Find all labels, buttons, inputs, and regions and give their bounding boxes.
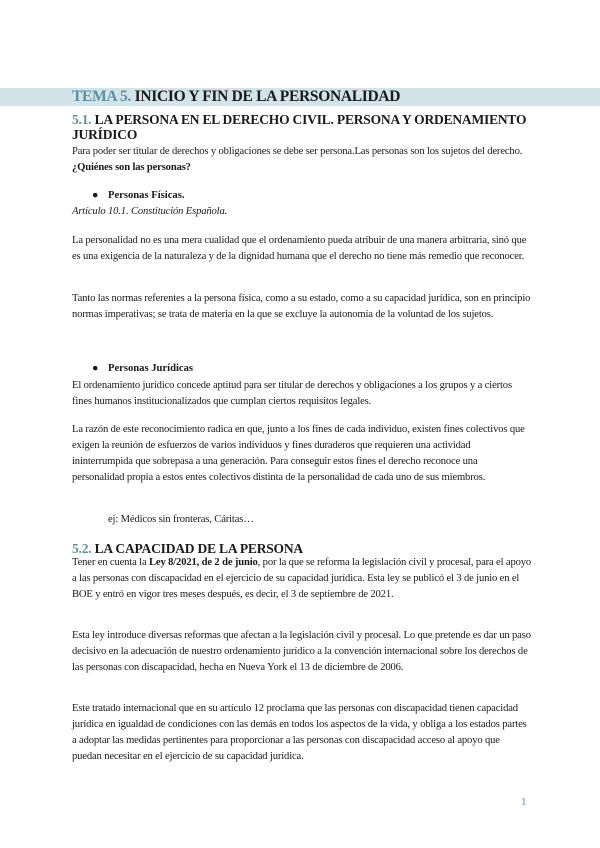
example-line: ej: Médicos sin fronteras, Cáritas… bbox=[108, 514, 254, 525]
paragraph bbox=[72, 555, 532, 603]
section-2-heading bbox=[72, 541, 532, 556]
section-1-number: 5.1. bbox=[72, 112, 92, 127]
bullet-dot-icon: ● bbox=[92, 363, 99, 374]
intro-question: ¿Quiénes son las personas? bbox=[72, 162, 191, 173]
paragraph: Esta ley introduce diversas reformas que afectan a la legislación civil y procesal. Lo que pretende es dar un paso decisivo en la adecuación de nuestro ordenamiento jurídico a la convención internacional sobre los derechos de las personas con discapacidad, hecha en Nueva York el 13 de diciembre de 2006. bbox=[72, 630, 531, 673]
title-text: INICIO Y FIN DE LA PERSONALIDAD bbox=[131, 88, 401, 105]
section-1-heading bbox=[72, 112, 532, 142]
section-1-title: LA PERSONA EN EL DERECHO CIVIL. PERSONA Y ORDENAMIENTO JURÍDICO bbox=[72, 112, 527, 142]
article-reference: Artículo 10.1. Constitución Española. bbox=[72, 206, 228, 217]
text-run: , por la que se reforma la legislación civil y procesal, para el apoyo a las personas con discapacidad en el ejercicio de su capacidad jurídica. Esta ley se publicó el 3 de junio en el BOE y entró en vigor tres meses después, es decir, el 3 de septiembre de 2021. bbox=[72, 557, 532, 600]
page-number: 1 bbox=[521, 796, 527, 808]
bullet-personas-juridicas bbox=[92, 362, 193, 376]
page-title bbox=[72, 88, 400, 106]
text-run: Tener en cuenta la bbox=[72, 557, 149, 568]
bullet-label: Personas Físicas. bbox=[108, 190, 185, 201]
paragraph: La personalidad no es una mera cualidad que el ordenamiento pueda atribuir de una manera arbitraria, sinó que es una exigencia de la naturaleza y de la dignidad humana que el derecho no tiene más remedio que reconocer. bbox=[72, 235, 527, 262]
bullet-label: Personas Jurídicas bbox=[108, 363, 194, 374]
section-2-number: 5.2. bbox=[72, 541, 92, 556]
bullet-personas-fisicas bbox=[92, 189, 185, 203]
section-1-intro bbox=[72, 144, 532, 176]
law-reference: Ley 8/2021, de 2 de junio bbox=[149, 557, 258, 568]
paragraph: El ordenamiento jurídico concede aptitud para ser titular de derechos y obligaciones a los grupos y a ciertos fines humanos institucionalizados que cumplan ciertos requisitos legales. bbox=[72, 380, 512, 407]
intro-text: Para poder ser titular de derechos y obligaciones se debe ser persona.Las personas son los sujetos del derecho. bbox=[72, 146, 523, 157]
title-prefix: TEMA 5. bbox=[72, 88, 132, 105]
bullet-dot-icon: ● bbox=[92, 190, 99, 201]
paragraph: Este tratado internacional que en su artículo 12 proclama que las personas con discapacidad tienen capacidad jurídica en igualdad de condiciones con las demás en todos los aspectos de la vida, y obliga a los estados partes a adoptar las medidas pertinentes para proporcionar a las personas con discapacidad acceso al apoyo que puedan necesitar en el ejercicio de su capacidad jurídica. bbox=[72, 703, 527, 762]
section-2-title: LA CAPACIDAD DE LA PERSONA bbox=[91, 541, 303, 556]
paragraph: La razón de este reconocimiento radica en que, junto a los fines de cada individuo, existen fines colectivos que exigen la reunión de esfuerzos de varios individuos y fines duraderos que requieren una actividad ininterrumpida que sobrepasa a una generación. Para conseguir estos fines el derecho reconoce una personalidad propia a estos entes colectivos distinta de la personalidad de cada uno de sus miembros. bbox=[72, 424, 525, 483]
paragraph: Tanto las normas referentes a la persona física, como a su estado, como a su capacidad jurídica, son en principio normas imperativas; se trata de materia en la que se excluye la autonomía de la voluntad de los sujetos. bbox=[72, 293, 531, 320]
